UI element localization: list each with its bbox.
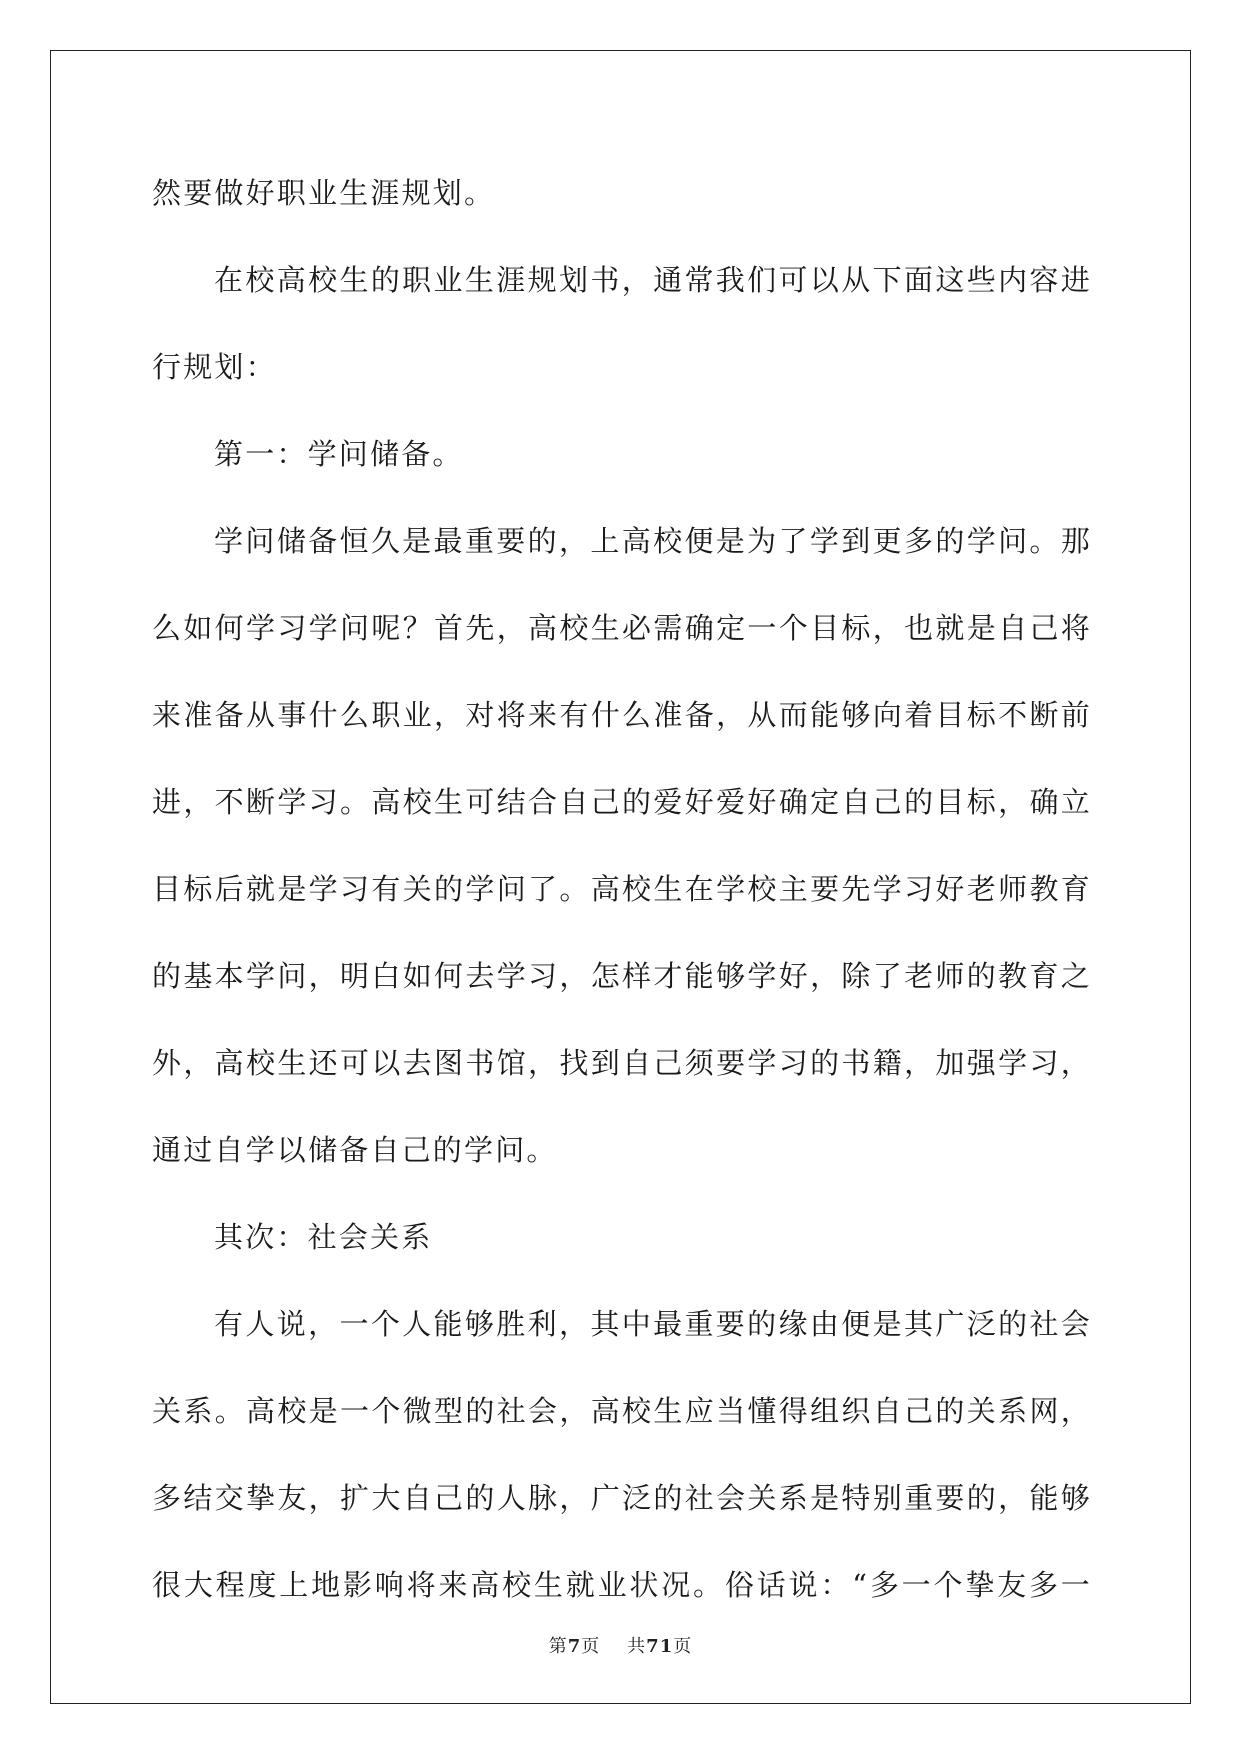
section-heading: 第一：学问储备。: [214, 437, 464, 471]
paragraph-line: 来准备从事什么职业，对将来有什么准备，从而能够向着目标不断前: [152, 698, 1092, 732]
section-heading: 其次：社会关系: [214, 1220, 433, 1254]
paragraph-line: 的基本学问，明白如何去学习，怎样才能够学好，除了老师的教育之: [152, 959, 1092, 993]
page-unit: 页: [581, 1636, 601, 1657]
total-unit: 页: [673, 1636, 693, 1657]
current-page-number: 7: [567, 1636, 582, 1657]
paragraph-line: 么如何学习学问呢？首先，高校生必需确定一个目标，也就是自己将: [152, 611, 1092, 645]
total-page-count: 71: [646, 1636, 674, 1657]
paragraph-line: 在校高校生的职业生涯规划书，通常我们可以从下面这些内容进: [214, 263, 1092, 297]
total-prefix: 共: [627, 1636, 647, 1657]
paragraph-line: 很大程度上地影响将来高校生就业状况。俗话说：“多一个挚友多一: [152, 1568, 1092, 1602]
paragraph-line: 关系。高校是一个微型的社会，高校生应当懂得组织自己的关系网，: [152, 1394, 1092, 1428]
page-number-footer: [0, 1632, 1241, 1658]
paragraph-line: 外，高校生还可以去图书馆，找到自己须要学习的书籍，加强学习，: [152, 1046, 1092, 1080]
paragraph-line: 然要做好职业生涯规划。: [152, 176, 496, 210]
paragraph-line: 行规划：: [152, 350, 277, 384]
document-body: [152, 150, 1092, 1629]
paragraph-line: 目标后就是学习有关的学问了。高校生在学校主要先学习好老师教育: [152, 872, 1092, 906]
paragraph-line: 学问储备恒久是最重要的，上高校便是为了学到更多的学问。那: [214, 524, 1092, 558]
paragraph-line: 通过自学以储备自己的学问。: [152, 1133, 558, 1167]
paragraph-line: 进，不断学习。高校生可结合自己的爱好爱好确定自己的目标，确立: [152, 785, 1092, 819]
page-prefix: 第: [548, 1636, 568, 1657]
paragraph-line: 多结交挚友，扩大自己的人脉，广泛的社会关系是特别重要的，能够: [152, 1481, 1092, 1515]
paragraph-line: 有人说，一个人能够胜利，其中最重要的缘由便是其广泛的社会: [214, 1307, 1092, 1341]
